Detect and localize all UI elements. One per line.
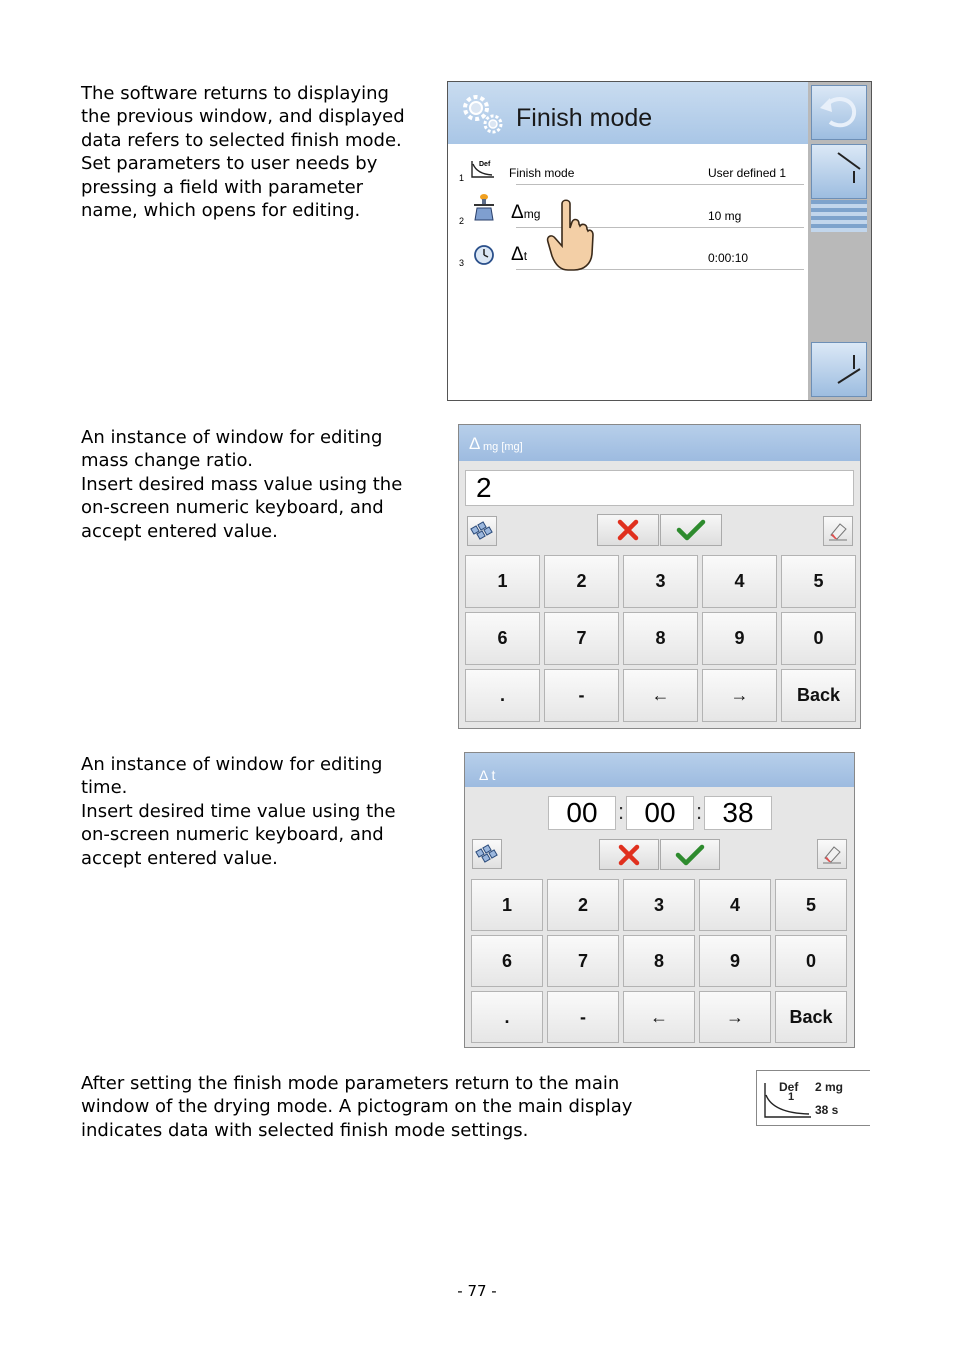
param-value: 10 mg: [708, 209, 742, 223]
key-right[interactable]: →: [699, 991, 771, 1043]
text-line: on-screen numeric keyboard, and: [81, 824, 384, 846]
time-keypad-screen: [464, 752, 855, 1048]
accept-button[interactable]: [660, 514, 722, 546]
clock-icon: [473, 244, 495, 266]
seconds-input[interactable]: 38: [704, 796, 772, 830]
checkmark-icon: [676, 518, 706, 542]
keyboard-toggle-button[interactable]: [467, 516, 497, 546]
time-separator: :: [618, 799, 625, 824]
scroll-top-button[interactable]: [811, 144, 867, 199]
paragraph-finish-mode: [81, 82, 405, 222]
key-1[interactable]: 1: [471, 879, 543, 931]
text-line: accept entered value.: [81, 847, 278, 869]
cancel-x-icon: [617, 843, 641, 867]
back-button[interactable]: [811, 85, 867, 140]
text-line: pressing a field with parameter: [81, 176, 364, 198]
key-left[interactable]: ←: [623, 669, 698, 722]
mass-keypad-screen: [458, 424, 861, 729]
text-line: Insert desired mass value using the: [81, 473, 403, 495]
text-line: Insert desired time value using the: [81, 800, 396, 822]
key-minus[interactable]: -: [544, 669, 619, 722]
keypad-header: Δ t: [465, 753, 854, 787]
key-2[interactable]: 2: [547, 879, 619, 931]
scroll-to-top-icon: [812, 145, 866, 198]
text-line: indicates data with selected finish mode settings.: [81, 1119, 529, 1141]
keyboard-icon: [470, 519, 494, 543]
row-number: 1: [459, 173, 465, 183]
screen-header: [448, 82, 808, 144]
pointing-hand-icon: [546, 198, 594, 272]
text-line: name, which opens for editing.: [81, 200, 361, 222]
key-9[interactable]: 9: [702, 612, 777, 665]
settings-gears-icon: [460, 92, 504, 136]
key-right[interactable]: →: [702, 669, 777, 722]
scroll-to-bottom-icon: [812, 343, 866, 396]
side-toolbar: [808, 82, 871, 400]
key-4[interactable]: 4: [699, 879, 771, 931]
keyboard-icon: [475, 842, 499, 866]
row-number: 3: [459, 258, 465, 268]
text-line: mass change ratio.: [81, 450, 253, 472]
key-dot[interactable]: .: [465, 669, 540, 722]
row-number: 2: [459, 216, 465, 226]
text-line: The software returns to displaying: [81, 83, 389, 104]
time-separator: :: [696, 799, 703, 824]
text-line: time.: [81, 777, 128, 799]
param-row-time-interval[interactable]: [456, 230, 796, 270]
text-line: accept entered value.: [81, 520, 278, 542]
eraser-icon: [827, 520, 849, 542]
text-line: data refers to selected finish mode.: [81, 129, 402, 151]
key-left[interactable]: ←: [623, 991, 695, 1043]
pictogram-mass: 2 mg: [815, 1080, 844, 1094]
page-number: - 77 -: [457, 1282, 497, 1300]
key-0[interactable]: 0: [775, 935, 847, 987]
paragraph-pictogram: [81, 1072, 632, 1142]
hours-input[interactable]: 00: [548, 796, 616, 830]
minutes-input[interactable]: 00: [626, 796, 694, 830]
text-line: on-screen numeric keyboard, and: [81, 497, 384, 519]
def-curve-icon: [470, 159, 496, 179]
key-1[interactable]: 1: [465, 555, 540, 608]
key-8[interactable]: 8: [623, 935, 695, 987]
eraser-icon: [821, 843, 843, 865]
key-minus[interactable]: -: [547, 991, 619, 1043]
weight-icon: [472, 192, 496, 222]
key-6[interactable]: 6: [465, 612, 540, 665]
key-7[interactable]: 7: [544, 612, 619, 665]
param-value: User defined 1: [708, 166, 787, 180]
scroll-bottom-button[interactable]: [811, 342, 867, 397]
key-5[interactable]: 5: [781, 555, 856, 608]
key-7[interactable]: 7: [547, 935, 619, 987]
text-line: the previous window, and displayed: [81, 106, 405, 128]
paragraph-mass-editing: [81, 426, 402, 543]
key-back[interactable]: Back: [775, 991, 847, 1043]
param-row-mass-change[interactable]: [456, 188, 796, 228]
checkmark-icon: [675, 843, 705, 867]
pictogram-num: 1: [788, 1091, 795, 1103]
mass-value-input[interactable]: 2: [465, 470, 854, 506]
clear-button[interactable]: [823, 516, 853, 546]
screen-title: Finish mode: [516, 104, 653, 132]
pictogram-time: 38 s: [815, 1103, 839, 1117]
text-line: An instance of window for editing: [81, 754, 383, 775]
pictogram-def: Def: [779, 1080, 799, 1094]
key-3[interactable]: 3: [623, 555, 698, 608]
keypad-header: Δ mg [mg]: [459, 425, 860, 461]
row-divider: [516, 184, 804, 185]
text-line: Set parameters to user needs by: [81, 153, 378, 175]
cancel-button[interactable]: [597, 514, 659, 546]
param-label: Δt: [511, 244, 528, 265]
text-line: After setting the finish mode parameters return to the main: [81, 1073, 620, 1094]
paragraph-time-editing: [81, 753, 396, 870]
key-5[interactable]: 5: [775, 879, 847, 931]
accept-button[interactable]: [660, 839, 720, 870]
param-value: 0:00:10: [708, 251, 749, 265]
key-8[interactable]: 8: [623, 612, 698, 665]
finish-mode-screen: [447, 81, 872, 401]
text-line: window of the drying mode. A pictogram on the main display: [81, 1096, 633, 1118]
key-4[interactable]: 4: [702, 555, 777, 608]
key-0[interactable]: 0: [781, 612, 856, 665]
param-label: Finish mode: [509, 166, 575, 180]
key-3[interactable]: 3: [623, 879, 695, 931]
clear-button[interactable]: [817, 839, 847, 869]
cancel-x-icon: [616, 518, 640, 542]
finish-mode-pictogram: [756, 1070, 870, 1126]
key-dot[interactable]: .: [471, 991, 543, 1043]
svg-text:Def: Def: [479, 161, 491, 168]
key-back[interactable]: Back: [781, 669, 856, 722]
key-6[interactable]: 6: [471, 935, 543, 987]
cancel-button[interactable]: [599, 839, 659, 870]
scrollbar[interactable]: [811, 200, 867, 232]
key-9[interactable]: 9: [699, 935, 771, 987]
undo-arrow-icon: [812, 86, 866, 139]
key-2[interactable]: 2: [544, 555, 619, 608]
param-row-finish-mode[interactable]: [456, 145, 796, 185]
keyboard-toggle-button[interactable]: [472, 839, 502, 869]
text-line: An instance of window for editing: [81, 427, 383, 448]
param-label: Δmg: [511, 202, 541, 223]
